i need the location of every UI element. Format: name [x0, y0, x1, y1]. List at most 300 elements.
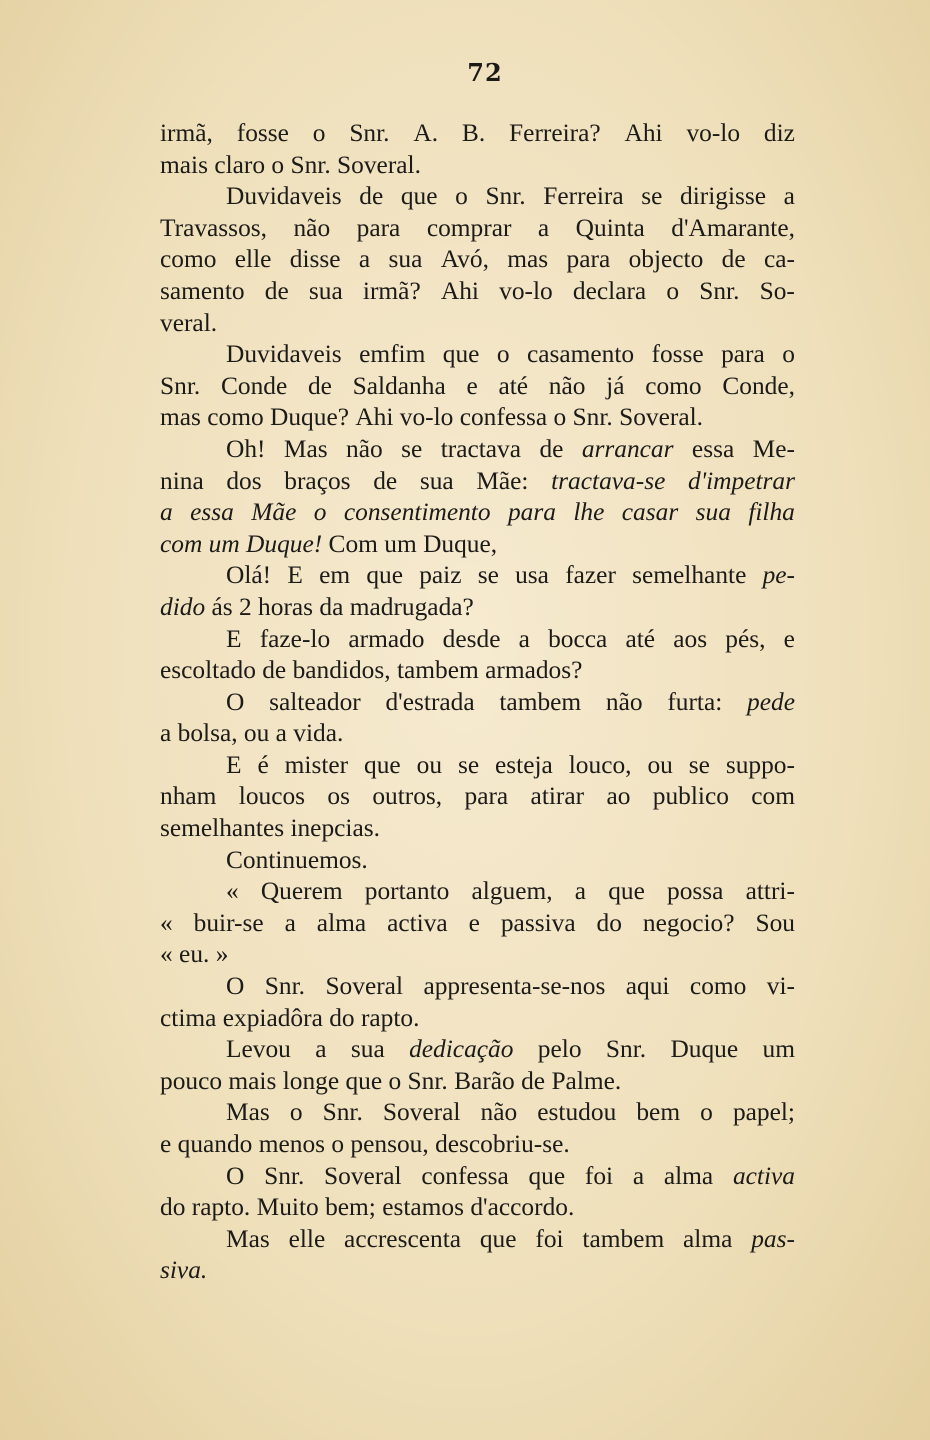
word: buir-se: [193, 908, 264, 937]
word: a: [783, 182, 795, 211]
word: outros,: [372, 782, 443, 811]
word: diz: [763, 119, 795, 147]
word: Snr.: [160, 371, 201, 400]
word: bem;: [325, 1193, 383, 1222]
text-line: [160, 434, 795, 466]
word: se: [477, 561, 499, 590]
word: sua: [695, 498, 731, 527]
word: vo-lo: [499, 276, 553, 305]
word: o: [666, 276, 680, 305]
word: atirar: [530, 782, 585, 811]
word: passiva: [500, 908, 576, 937]
word: samento: [160, 276, 245, 305]
word: emfim: [359, 340, 426, 369]
word: o: [388, 1066, 408, 1095]
word: Ahi: [624, 119, 663, 147]
word: aqui: [625, 972, 670, 1001]
word: tambem: [499, 687, 582, 716]
word: aos: [673, 624, 708, 653]
word: um: [208, 529, 247, 558]
word: portanto: [364, 877, 450, 906]
word: descobriu-se.: [435, 1130, 570, 1158]
word: Ferreira: [543, 182, 624, 211]
word: dido: [160, 592, 212, 621]
word: alguem,: [471, 877, 553, 906]
word: paiz: [419, 561, 462, 590]
word: é: [257, 750, 269, 779]
word: activa: [387, 908, 448, 937]
text-line: [160, 213, 795, 245]
word: semelhante: [632, 561, 747, 590]
word: quando: [177, 1130, 259, 1158]
text-line: [160, 308, 795, 340]
word: confessa: [459, 403, 554, 432]
word: Continuemos.: [226, 845, 368, 874]
word: E: [226, 624, 242, 653]
word: appresenta-se-nos: [423, 972, 606, 1001]
word: usa: [515, 561, 549, 590]
word: longe: [282, 1066, 346, 1095]
text-line: [160, 687, 795, 719]
word: da: [319, 592, 350, 621]
text-line: [160, 971, 795, 1003]
word: Quinta: [575, 213, 645, 242]
text-line: [160, 371, 795, 403]
body-text: [160, 118, 795, 1287]
word: de: [359, 182, 384, 211]
text-line: [160, 560, 795, 592]
word: Soveral: [382, 1098, 461, 1127]
word: ca-: [763, 245, 795, 274]
word: Soveral.: [619, 403, 704, 432]
word: a: [632, 1161, 645, 1190]
word: tambem: [582, 1224, 665, 1253]
word: e: [468, 908, 480, 937]
word: d'impetrar: [688, 466, 795, 495]
text-line: [160, 497, 795, 529]
text-line: [160, 624, 795, 656]
word: o: [553, 403, 573, 432]
word: declara: [572, 276, 647, 305]
word: rapto.: [191, 1193, 257, 1222]
word: lhe: [573, 498, 605, 527]
word: Saldanha: [352, 371, 446, 400]
word: consentimento: [343, 498, 491, 527]
word: Duque: [670, 1035, 739, 1064]
word: não: [293, 213, 331, 242]
text-line: [160, 402, 795, 434]
word: Querem: [260, 877, 343, 906]
word: pede: [747, 687, 795, 716]
word: mas: [160, 403, 208, 432]
word: Barão: [454, 1066, 522, 1095]
word: bocca: [548, 624, 608, 653]
word: E: [226, 750, 242, 779]
text-line: [160, 118, 795, 150]
word: semelhantes: [160, 814, 291, 843]
word: armado: [348, 624, 425, 653]
word: até: [498, 371, 529, 400]
word: claro: [214, 150, 272, 179]
word: e: [160, 1130, 178, 1158]
word: de: [262, 656, 293, 685]
word: d'estrada: [385, 687, 475, 716]
word: possa: [667, 877, 724, 906]
word: como: [207, 403, 271, 432]
word: que: [528, 1161, 566, 1190]
word: casamento: [526, 340, 635, 369]
word: a: [358, 245, 371, 274]
word: de: [521, 1066, 552, 1095]
word: essa: [190, 498, 234, 527]
word: o: [271, 150, 291, 179]
word: estudou: [537, 1098, 617, 1127]
text-line: [160, 1255, 795, 1287]
word: mas: [507, 245, 549, 274]
word: que: [608, 877, 645, 906]
word: e: [466, 371, 478, 400]
word: mister: [284, 750, 349, 779]
text-line: [160, 339, 795, 371]
text-line: [160, 1129, 795, 1161]
word: armados?: [485, 656, 583, 685]
word: para: [464, 782, 509, 811]
word: pés,: [725, 624, 766, 653]
word: Ahi: [355, 403, 400, 432]
word: em: [319, 561, 351, 590]
word: tambem: [396, 656, 486, 685]
word: menos: [258, 1130, 332, 1158]
word: que: [345, 1066, 389, 1095]
word: de: [264, 276, 289, 305]
word: tractava: [440, 434, 522, 463]
word: de: [539, 434, 564, 463]
text-line: [160, 876, 795, 908]
word: Mãe: [251, 498, 297, 527]
word: casar: [621, 498, 679, 527]
word: Travassos,: [160, 213, 267, 242]
word: mais: [160, 150, 215, 179]
word: Duque?: [270, 403, 356, 432]
word: tractava-se: [551, 466, 666, 495]
word: d'Amarante,: [671, 213, 795, 242]
word: Ahi: [440, 276, 479, 305]
text-line: [160, 718, 795, 750]
word: Snr.: [290, 150, 338, 179]
word: «: [226, 877, 239, 906]
word: mais: [228, 1066, 283, 1095]
word: Soveral: [324, 1161, 402, 1190]
word: a: [160, 498, 173, 527]
text-line: [160, 939, 795, 971]
text-line: [160, 466, 795, 498]
word: sua: [419, 466, 454, 495]
word: que: [366, 561, 403, 590]
word: se: [688, 750, 710, 779]
word: salteador: [269, 687, 361, 716]
word: para: [721, 340, 765, 369]
word: Mãe:: [476, 466, 529, 495]
word: B.: [461, 119, 486, 147]
word: Duvidaveis: [226, 340, 342, 369]
word: faze-lo: [259, 624, 331, 653]
word: filha: [748, 498, 795, 527]
word: como: [160, 245, 217, 274]
page-number: 72: [467, 58, 503, 87]
text-line: [160, 750, 795, 782]
word: vi-: [766, 972, 795, 1001]
word: essa: [691, 434, 735, 463]
word: não: [480, 1098, 518, 1127]
word: que: [400, 182, 438, 211]
word: Snr.: [407, 1066, 455, 1095]
word: Mas: [283, 434, 328, 463]
word: Mas: [226, 1224, 270, 1253]
word: escoltado: [160, 656, 263, 685]
word: com: [751, 782, 795, 811]
word: a: [315, 1035, 327, 1064]
word: Snr.: [572, 403, 620, 432]
word: dedicação: [409, 1035, 514, 1064]
word: que: [364, 750, 401, 779]
word: ás: [211, 592, 239, 621]
word: o: [455, 182, 468, 211]
word: Snr.: [264, 972, 305, 1001]
word: o: [496, 340, 510, 369]
word: »: [215, 940, 229, 969]
word: ou: [647, 750, 673, 779]
word: «: [160, 940, 180, 969]
word: a: [537, 213, 550, 242]
word: publico: [652, 782, 729, 811]
word: ou: [416, 750, 443, 779]
word: bolsa,: [177, 719, 244, 748]
word: com: [160, 529, 209, 558]
word: madrugada?: [349, 592, 474, 621]
word: o: [313, 498, 327, 527]
word: de: [307, 371, 332, 400]
word: já: [606, 371, 625, 400]
word: negocio?: [642, 908, 735, 937]
word: rapto.: [360, 1003, 420, 1032]
word: esteja: [495, 750, 553, 779]
text-line: [160, 244, 795, 276]
word: sua: [350, 1035, 385, 1064]
word: a: [275, 719, 294, 748]
word: alma: [683, 1224, 733, 1253]
word: braços: [284, 466, 351, 495]
word: confessa: [421, 1161, 509, 1190]
word: O: [226, 972, 245, 1001]
word: pensou,: [350, 1130, 436, 1158]
word: como: [645, 371, 702, 400]
word: Muito: [256, 1193, 326, 1222]
word: não: [548, 371, 586, 400]
word: vo-lo: [399, 403, 460, 432]
word: o: [289, 1098, 303, 1127]
word: Mas: [226, 1098, 270, 1127]
word: o: [782, 340, 795, 369]
text-line: [160, 150, 795, 182]
word: elle: [234, 245, 272, 274]
word: 2: [239, 592, 259, 621]
word: ctima: [160, 1003, 223, 1032]
word: Soveral.: [337, 150, 421, 179]
word: Conde: [220, 371, 288, 400]
word: a: [518, 624, 530, 653]
word: a: [160, 719, 178, 748]
word: pouco: [160, 1066, 229, 1095]
word: do: [329, 1003, 361, 1032]
word: um: [762, 1035, 795, 1064]
word: o: [331, 1130, 351, 1158]
word: Me-: [752, 434, 795, 463]
word: do: [160, 1193, 192, 1222]
text-line: [160, 181, 795, 213]
text-line: [160, 1192, 795, 1224]
word: nham: [160, 782, 217, 811]
word: se: [457, 750, 480, 779]
word: loucos: [238, 782, 306, 811]
word: Olá!: [226, 561, 272, 590]
word: Snr.: [485, 182, 526, 211]
word: a: [284, 908, 296, 937]
word: Duque,: [423, 529, 498, 558]
word: arrancar: [581, 434, 674, 463]
word: de: [721, 245, 746, 274]
word: dirigisse: [680, 182, 767, 211]
word: Oh!: [226, 434, 266, 463]
text-line: [160, 845, 795, 877]
word: siva.: [160, 1256, 208, 1285]
word: louco,: [568, 750, 632, 779]
word: A.: [413, 119, 439, 147]
word: pas-: [751, 1224, 795, 1253]
text-line: [160, 908, 795, 940]
word: O: [226, 1161, 245, 1190]
text-line: [160, 1003, 795, 1035]
word: sua: [388, 245, 423, 274]
word: foi: [584, 1161, 614, 1190]
word: para: [566, 245, 611, 274]
word: do: [596, 908, 622, 937]
word: vida.: [293, 719, 344, 748]
word: disse: [289, 245, 341, 274]
word: ao: [606, 782, 631, 811]
word: fosse: [236, 119, 289, 147]
text-line: [160, 1066, 795, 1098]
word: Snr.: [322, 1098, 363, 1127]
word: Duvidaveis: [226, 182, 342, 211]
word: o: [700, 1098, 713, 1127]
word: foi: [535, 1224, 564, 1253]
text-line: [160, 276, 795, 308]
word: objecto: [628, 245, 704, 274]
word: Ferreira?: [509, 119, 601, 147]
word: o: [312, 119, 326, 147]
word: horas: [258, 592, 320, 621]
word: d'accordo.: [470, 1193, 575, 1222]
word: Sou: [755, 908, 795, 937]
word: Snr.: [349, 119, 390, 147]
word: alma: [316, 908, 367, 937]
word: Soveral: [325, 972, 403, 1001]
word: bem: [636, 1098, 681, 1127]
word: ou: [243, 719, 276, 748]
word: nina: [160, 466, 204, 495]
word: Snr.: [605, 1035, 647, 1064]
text-line: [160, 655, 795, 687]
word: pe-: [762, 561, 795, 590]
word: não: [605, 687, 643, 716]
word: um: [384, 529, 424, 558]
word: So-: [759, 276, 795, 305]
word: expiadôra: [222, 1003, 330, 1032]
word: Levou: [226, 1035, 291, 1064]
text-line: [160, 592, 795, 624]
word: fazer: [565, 561, 616, 590]
word: estamos: [382, 1193, 471, 1222]
word: os: [327, 782, 350, 811]
word: bandidos,: [292, 656, 397, 685]
word: Snr.: [699, 276, 740, 305]
word: O: [226, 687, 245, 716]
word: se: [641, 182, 663, 211]
word: E: [287, 561, 303, 590]
text-line: [160, 1034, 795, 1066]
word: Conde,: [722, 371, 795, 400]
word: dos: [226, 466, 262, 495]
word: Duque!: [246, 529, 329, 558]
word: «: [160, 908, 173, 937]
word: que: [442, 340, 480, 369]
word: suppo-: [725, 750, 795, 779]
word: Avó,: [440, 245, 489, 274]
word: Palme.: [551, 1066, 622, 1095]
word: sua: [308, 276, 343, 305]
word: que: [479, 1224, 517, 1253]
word: como: [689, 972, 747, 1001]
word: veral.: [160, 308, 218, 337]
word: até: [625, 624, 656, 653]
word: attri-: [745, 877, 795, 906]
text-line: [160, 781, 795, 813]
word: desde: [442, 624, 501, 653]
text-line: [160, 529, 795, 561]
text-line: [160, 1224, 795, 1256]
word: elle: [288, 1224, 326, 1253]
word: pelo: [537, 1035, 582, 1064]
word: para: [356, 213, 401, 242]
word: para: [507, 498, 556, 527]
word: a: [574, 877, 587, 906]
word: comprar: [426, 213, 512, 242]
word: não: [346, 434, 383, 463]
text-line: [160, 813, 795, 845]
word: inepcias.: [290, 814, 380, 843]
word: fosse: [651, 340, 704, 369]
text-line: [160, 1097, 795, 1129]
word: Com: [328, 529, 385, 558]
word: eu.: [179, 940, 216, 969]
word: e: [783, 624, 795, 653]
word: irmã?: [362, 276, 421, 305]
word: papel;: [732, 1098, 795, 1127]
word: furta:: [667, 687, 723, 716]
word: Snr.: [264, 1161, 305, 1190]
word: se: [401, 434, 423, 463]
word: activa: [732, 1161, 795, 1190]
